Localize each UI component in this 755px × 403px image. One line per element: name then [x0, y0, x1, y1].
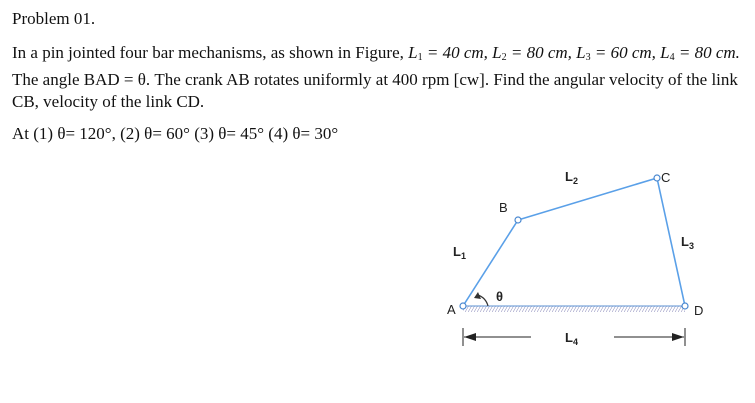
- link-ab: [460, 220, 518, 306]
- dimension-arrow-right: [672, 333, 684, 341]
- label-l1-sub: 1: [460, 251, 466, 261]
- l3-symbol: L: [576, 43, 586, 62]
- label-l3-name: L: [681, 234, 689, 249]
- l2-subscript: 2: [501, 52, 507, 63]
- label-d: D: [694, 303, 704, 318]
- label-l3: [681, 234, 694, 251]
- l2-value: = 80 cm,: [506, 43, 577, 62]
- label-c: C: [661, 170, 671, 185]
- l2-symbol: L: [492, 43, 502, 62]
- link-bc: [518, 178, 657, 220]
- problem-title: Problem 01.: [12, 9, 96, 28]
- l3-value: = 60 cm,: [590, 43, 656, 62]
- joint-a-pin: [460, 303, 466, 309]
- label-b: B: [499, 200, 508, 215]
- joint-c-pin: [654, 175, 660, 181]
- angle-cases: At (1) θ= 120°, (2) θ= 60° (3) θ= 45° (4) θ= 30°: [12, 124, 339, 143]
- ground-hatching: [463, 306, 685, 312]
- label-l4-sub: 4: [572, 337, 578, 347]
- label-l4: [565, 330, 578, 347]
- label-a: A: [447, 302, 456, 317]
- label-l3-sub: 3: [688, 241, 694, 251]
- dimension-arrow-left: [464, 333, 476, 341]
- l1-subscript: 1: [417, 52, 423, 63]
- label-theta: θ: [496, 289, 504, 304]
- l4-subscript: 4: [669, 52, 675, 63]
- l4-symbol: L: [660, 43, 670, 62]
- label-l2-sub: 2: [572, 176, 578, 186]
- l3-subscript: 3: [585, 52, 591, 63]
- label-l4-name: L: [565, 330, 573, 345]
- statement-intro: In a pin jointed four bar mechanisms, as shown in Figure,: [12, 43, 409, 62]
- joint-b-pin: [515, 217, 521, 223]
- l4-value: = 80 cm.: [674, 43, 740, 62]
- l1-value: = 40 cm,: [422, 43, 493, 62]
- statement-rest: The angle BAD = θ. The crank AB rotates uniformly at 400 rpm [cw]. Find the angular velocity of the link CB, velocity of the link CD.: [12, 70, 738, 111]
- label-l2: [565, 169, 578, 186]
- joint-d-pin: [682, 303, 688, 309]
- label-l2-name: L: [565, 169, 573, 184]
- label-l1: [453, 244, 466, 261]
- label-l1-name: L: [453, 244, 461, 259]
- l1-symbol: L: [408, 43, 418, 62]
